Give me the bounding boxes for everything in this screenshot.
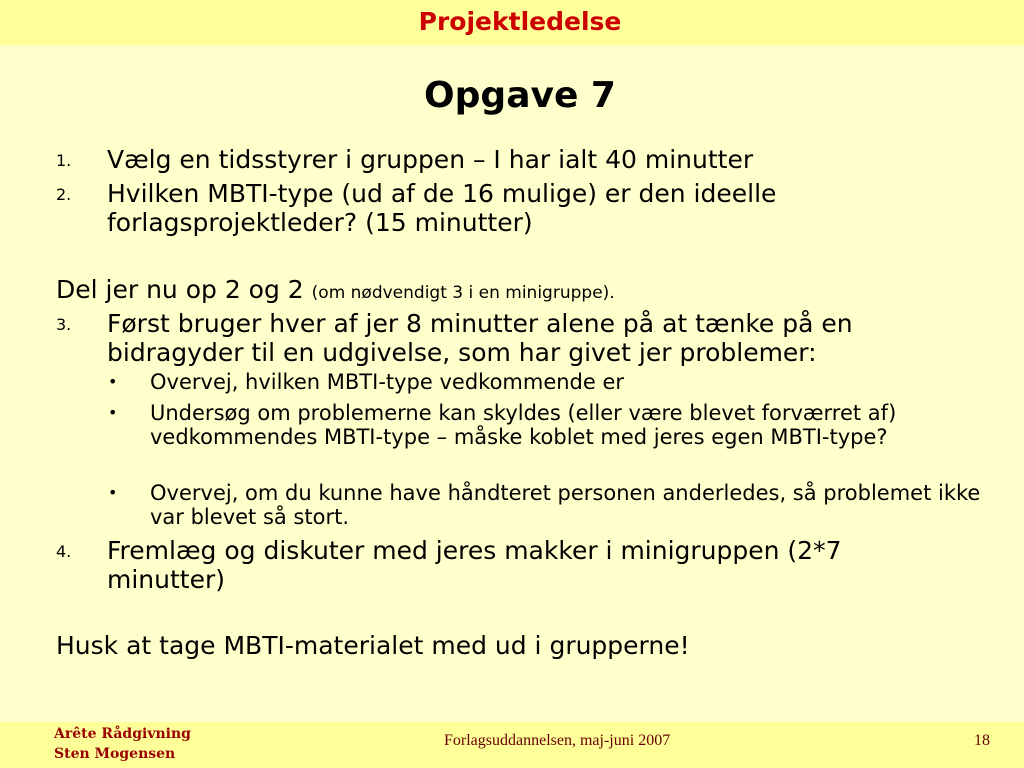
split-instruction xyxy=(56,275,615,308)
split-note: (om nødvendigt 3 i en minigruppe). xyxy=(311,283,615,303)
bullet-text: Undersøg om problemerne kan skyldes (eller være blevet forværret af) vedkommendes MBTI-type – måske koblet med jeres egen MBTI-type? xyxy=(150,401,897,449)
split-main-text: Del jer nu op 2 og 2 xyxy=(56,275,304,304)
footer-course: Forlagsuddannelsen, maj-juni 2007 xyxy=(444,732,671,749)
list-item-text: Hvilken MBTI-type (ud af de 16 mulige) er den ideelle forlagsprojektleder? (15 minutter) xyxy=(107,179,777,237)
bullet-text: Overvej, om du kunne have håndteret personen anderledes, så problemet ikke var blevet så stort. xyxy=(150,481,981,529)
bullet-dot: • xyxy=(108,372,118,391)
header-title: Projektledelse xyxy=(418,7,622,36)
footer-author xyxy=(54,724,191,764)
footer-company: Arête Rådgivning xyxy=(54,726,191,742)
bullet-text: Overvej, hvilken MBTI-type vedkommende er xyxy=(150,370,625,394)
list-item-text: Fremlæg og diskuter med jeres makker i minigruppen (2*7 minutter) xyxy=(107,536,842,594)
list-number: 2. xyxy=(56,185,72,204)
bullet-dot: • xyxy=(108,403,118,422)
list-number: 4. xyxy=(56,542,72,561)
closing-reminder: Husk at tage MBTI-materialet med ud i grupperne! xyxy=(56,631,690,660)
page-number: 18 xyxy=(974,732,990,749)
list-item-text: Vælg en tidsstyrer i gruppen – I har ialt 40 minutter xyxy=(107,145,754,174)
footer-person: Sten Mogensen xyxy=(54,746,176,762)
list-item-text: Først bruger hver af jer 8 minutter alene på at tænke på en bidragyder til en udgivelse, som har givet jer problemer: xyxy=(107,309,853,367)
bullet-dot: • xyxy=(108,483,118,502)
slide-title: Opgave 7 xyxy=(424,75,616,116)
list-number: 3. xyxy=(56,315,72,334)
list-number: 1. xyxy=(56,151,72,170)
